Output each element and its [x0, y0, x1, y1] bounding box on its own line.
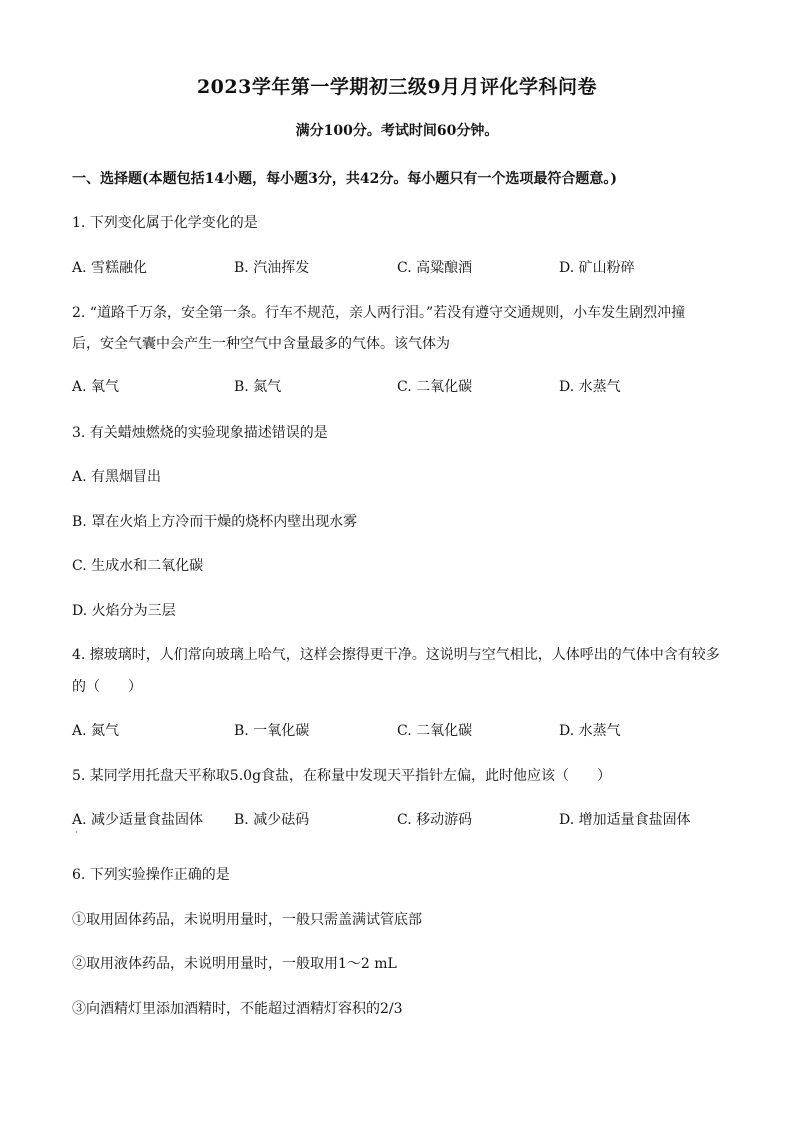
question-6-item-1: ①取用固体药品，未说明用量时，一般只需盖满试管底部	[72, 912, 422, 928]
question-1-option-d: D. 矿山粉碎	[559, 260, 635, 276]
stray-mark: ·	[75, 828, 78, 837]
question-2-option-c: C. 二氧化碳	[397, 379, 473, 395]
question-2-option-b: B. 氮气	[234, 379, 282, 395]
question-4-option-c: C. 二氧化碳	[397, 723, 473, 739]
question-4-option-b: B. 一氧化碳	[234, 723, 310, 739]
question-1-option-a: A. 雪糕融化	[72, 260, 148, 276]
question-6-item-3: ③向酒精灯里添加酒精时，不能超过酒精灯容积的2/3	[72, 1001, 403, 1017]
question-6-item-2: ②取用液体药品，未说明用量时，一般取用1～2 mL	[72, 956, 397, 972]
question-2-option-d: D. 水蒸气	[559, 379, 621, 395]
section-heading: 一、选择题(本题包括14小题，每小题3分，共42分。每小题只有一个选项最符合题意。)	[72, 171, 617, 187]
question-4-stem-line-2: 的（ ）	[72, 679, 142, 695]
question-3-stem: 3. 有关蜡烛燃烧的实验现象描述错误的是	[72, 425, 328, 441]
question-4-stem-line-1: 4. 擦玻璃时，人们常向玻璃上哈气，这样会擦得更干净。这说明与空气相比，人体呼出的气体中含有较多	[72, 647, 720, 663]
question-2-stem-line-1: 2. “道路千万条，安全第一条。行车不规范，亲人两行泪。”若没有遵守交通规则，小车发生剧烈冲撞	[72, 305, 686, 321]
question-2-option-a: A. 氧气	[72, 379, 120, 395]
question-2-stem-line-2: 后，安全气囊中会产生一种空气中含量最多的气体。该气体为	[72, 336, 450, 352]
question-6-stem: 6. 下列实验操作正确的是	[72, 867, 230, 883]
page-title: 2023学年第一学期初三级9月月评化学科问卷	[196, 76, 598, 98]
question-1-option-b: B. 汽油挥发	[234, 260, 310, 276]
question-4-option-a: A. 氮气	[72, 723, 120, 739]
question-5-option-d: D. 增加适量食盐固体	[559, 812, 691, 828]
question-5-stem: 5. 某同学用托盘天平称取5.0g食盐，在称量中发现天平指针左偏，此时他应该（ ）	[72, 768, 612, 784]
question-1-stem: 1. 下列变化属于化学变化的是	[72, 215, 258, 231]
question-3-option-d: D. 火焰分为三层	[72, 603, 176, 619]
question-5-option-c: C. 移动游码	[397, 812, 473, 828]
exam-info: 满分100分。考试时间60分钟。	[295, 123, 499, 139]
question-5-option-b: B. 减少砝码	[234, 812, 310, 828]
question-4-option-d: D. 水蒸气	[559, 723, 621, 739]
question-1-option-c: C. 高粱酿酒	[397, 260, 473, 276]
question-3-option-a: A. 有黑烟冒出	[72, 469, 162, 485]
question-5-option-a: A. 减少适量食盐固体	[72, 812, 204, 828]
question-3-option-c: C. 生成水和二氧化碳	[72, 558, 204, 574]
question-3-option-b: B. 罩在火焰上方冷而干燥的烧杯内壁出现水雾	[72, 514, 358, 530]
